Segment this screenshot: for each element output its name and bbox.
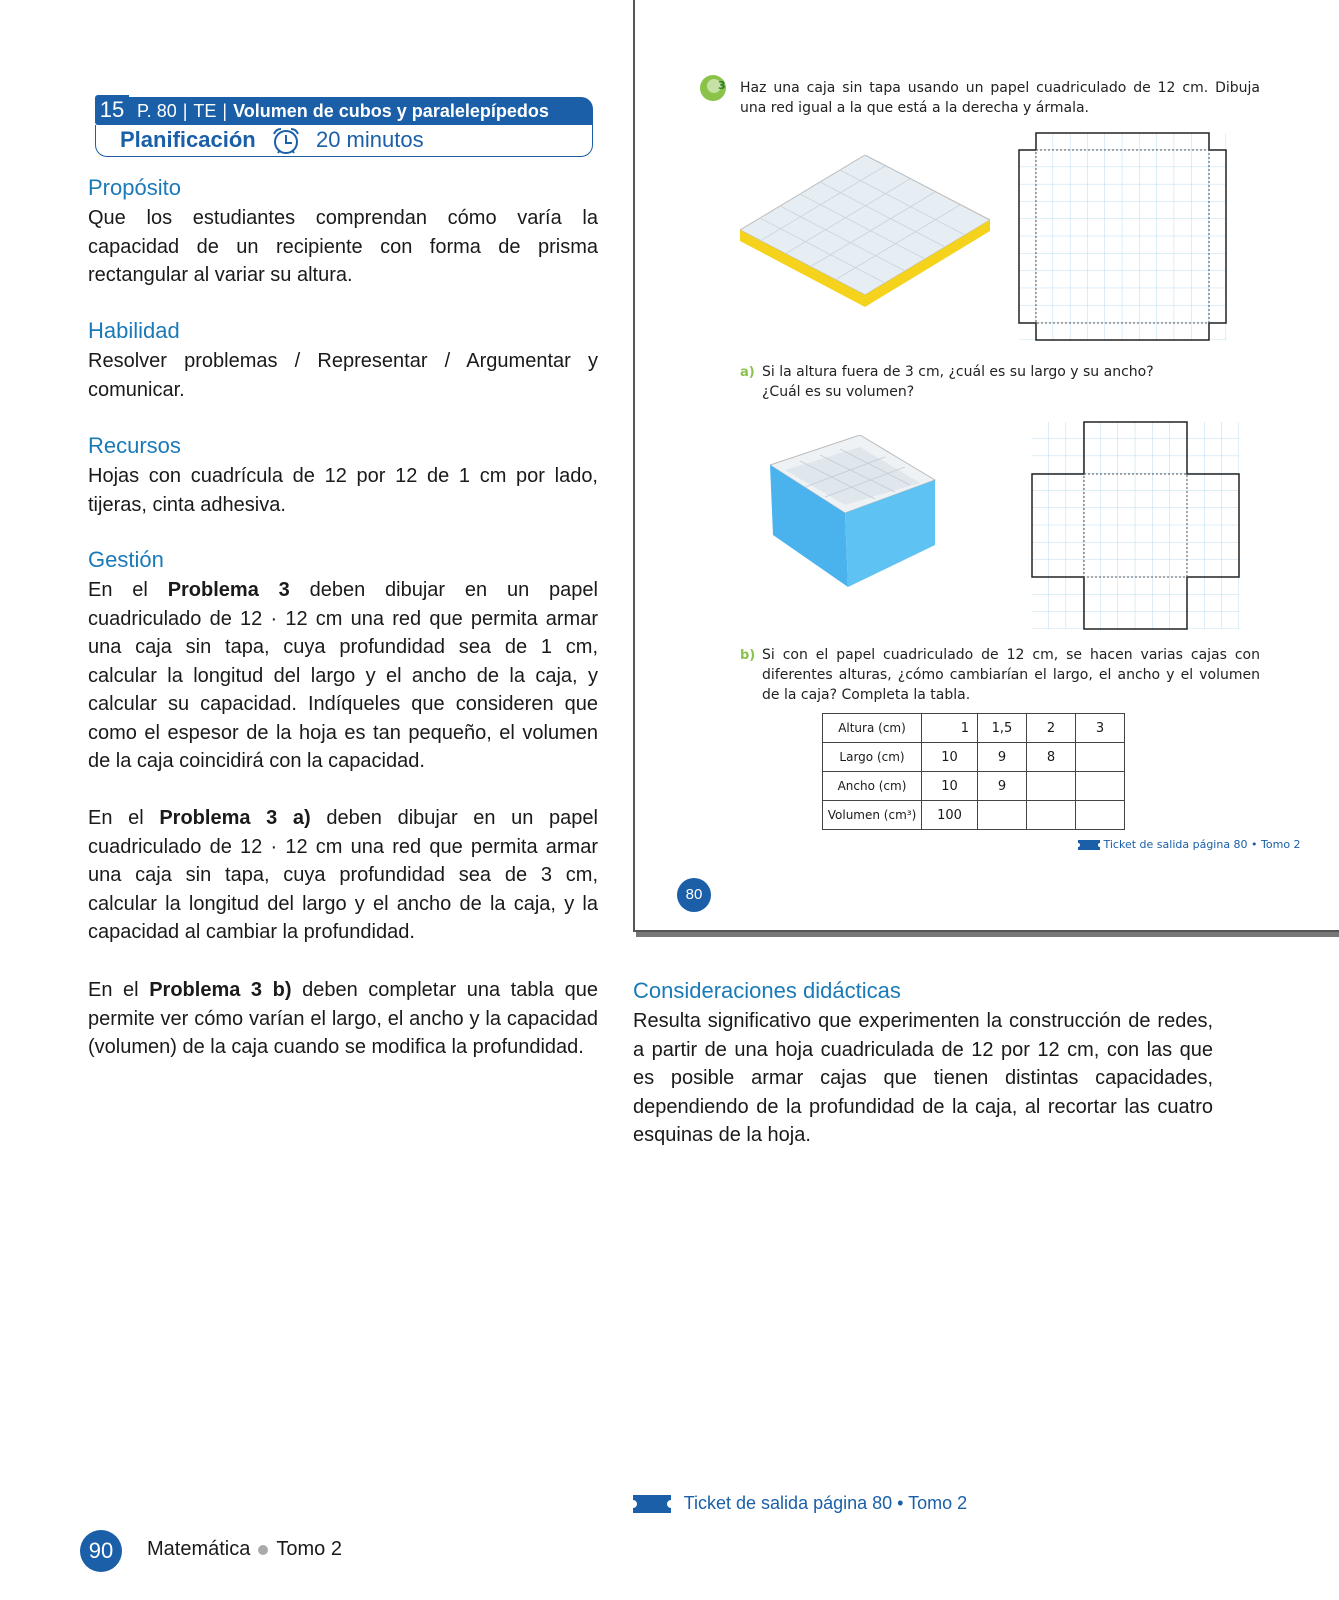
lesson-number: 15 (95, 95, 129, 125)
separator-dot-icon (258, 1545, 268, 1555)
row-header-ancho: Ancho (cm) (823, 772, 922, 801)
proposito-body: Que los estudiantes comprendan cómo varía la capacidad de un recipiente con forma de prisma rectangular al variar su altura. (88, 207, 598, 286)
lesson-title-bar: P. 80 | TE | Volumen de cubos y paralelepípedos (125, 97, 593, 125)
table-cell: 8 (1027, 743, 1076, 772)
table-cell: 2 (1027, 714, 1076, 743)
part-b-text: Si con el papel cuadriculado de 12 cm, se hacen varias cajas con diferentes alturas, ¿cómo cambiarían el largo, el ancho y el volumen de la caja? Completa la tabla. (762, 647, 1260, 703)
planning-label: Planificación (120, 127, 256, 152)
te-label: TE (193, 101, 217, 121)
worksheet-page-number: 80 (677, 878, 711, 912)
footer-book: Matemática Tomo 2 (147, 1538, 342, 1560)
footer-ticket: Ticket de salida página 80 • Tomo 2 (633, 1493, 967, 1514)
row-header-volumen: Volumen (cm³) (823, 801, 922, 830)
box-net-3cm (1031, 421, 1241, 631)
row-header-largo: Largo (cm) (823, 743, 922, 772)
planning-row (95, 125, 593, 157)
recursos-body: Hojas con cuadrícula de 12 por 12 de 1 cm por lado, tijeras, cinta adhesiva. (88, 465, 598, 516)
proposito-title: Propósito (88, 175, 181, 200)
gestion-paragraph-1: En el Problema 3 deben dibujar en un papel cuadriculado de 12 · 12 cm una red que permita armar una caja sin tapa, cuya profundidad sea de 1 cm, calcular la longitud del largo y el ancho de la caja, y calcular su capacidad. Indíqueles que consideren que como el espesor de la hoja es tan pequeño, el volumen de la caja coincidirá con la capacidad. (88, 579, 598, 772)
ticket-icon (1078, 840, 1100, 850)
table-cell: 10 (922, 743, 978, 772)
yellow-box-illustration (740, 155, 990, 315)
table-cell: 100 (922, 801, 978, 830)
table-row (823, 714, 1125, 743)
alarm-clock-icon (270, 126, 302, 156)
habilidad-body: Resolver problemas / Representar / Argumentar y comunicar. (88, 350, 598, 401)
table-row (823, 772, 1125, 801)
worksheet-ticket: Ticket de salida página 80 • Tomo 2 (1078, 838, 1301, 851)
table-cell: 9 (978, 772, 1027, 801)
page-number: 90 (80, 1530, 122, 1572)
ticket-icon (633, 1495, 671, 1513)
problem-text: Haz una caja sin tapa usando un papel cuadriculado de 12 cm. Dibuja una red igual a la que está a la derecha y ármala. (740, 80, 1260, 116)
table-cell (1027, 772, 1076, 801)
page-ref: P. 80 (137, 101, 177, 121)
problem-number: 3 (718, 79, 726, 92)
table-row (823, 801, 1125, 830)
table-cell: 9 (978, 743, 1027, 772)
lesson-header (95, 95, 595, 160)
gestion-title: Gestión (88, 547, 164, 572)
table-cell: 1 (922, 714, 978, 743)
consideraciones-title: Consideraciones didácticas (633, 978, 901, 1003)
consideraciones-body: Resulta significativo que experimenten la construcción de redes, a partir de una hoja cuadriculada de 12 por 12 cm, con las que es posible armar cajas que tienen distintas capacidades, dependiendo de la profundidad de la caja, al recortar las cuatro esquinas de la hoja. (633, 1010, 1213, 1146)
table-cell: 10 (922, 772, 978, 801)
gestion-paragraph-2: En el Problema 3 a) deben dibujar en un papel cuadriculado de 12 · 12 cm una red que permita armar una caja sin tapa, cuya profundidad sea de 3 cm, calcular la longitud del largo y el ancho de la caja, y la capacidad al cambiar la profundidad. (88, 807, 598, 943)
table-cell (1027, 801, 1076, 830)
box-net-1cm (1018, 132, 1228, 342)
table-cell: 3 (1076, 714, 1125, 743)
row-header-altura: Altura (cm) (823, 714, 922, 743)
habilidad-title: Habilidad (88, 318, 180, 343)
part-a-text: Si la altura fuera de 3 cm, ¿cuál es su largo y su ancho? ¿Cuál es su volumen? (762, 364, 1154, 400)
values-table (822, 713, 1125, 830)
part-a-label: a) (740, 365, 755, 380)
blue-box-illustration (770, 435, 940, 590)
table-cell: 1,5 (978, 714, 1027, 743)
table-cell (1076, 772, 1125, 801)
lesson-title: Volumen de cubos y paralelepípedos (233, 101, 549, 121)
table-cell (978, 801, 1027, 830)
table-row (823, 743, 1125, 772)
gestion-paragraph-3: En el Problema 3 b) deben completar una tabla que permite ver cómo varían el largo, el ancho y la capacidad (volumen) de la caja cuando se modifica la profundidad. (88, 979, 598, 1058)
table-cell (1076, 801, 1125, 830)
duration: 20 minutos (315, 127, 424, 152)
table-cell (1076, 743, 1125, 772)
part-b-label: b) (740, 648, 756, 663)
recursos-title: Recursos (88, 433, 181, 458)
